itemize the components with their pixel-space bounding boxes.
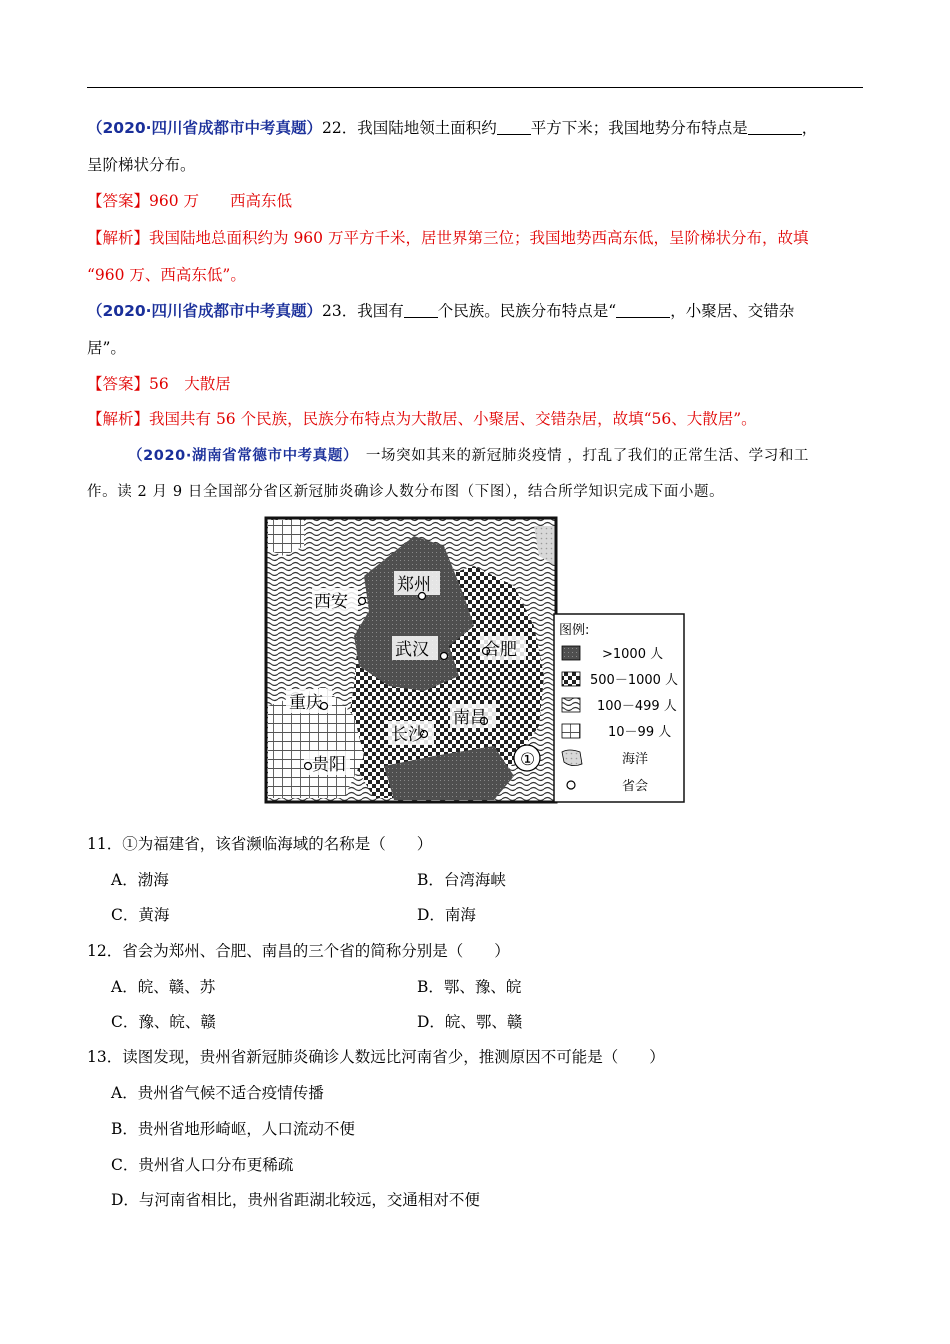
legend-label-5: 海洋 xyxy=(622,752,649,767)
city-label-changsha: 长沙 xyxy=(391,725,425,745)
q11-option-c[interactable]: C．黄海 xyxy=(111,906,170,924)
city-label-zhengzhou: 郑州 xyxy=(397,575,431,595)
q22-answer xyxy=(87,191,292,211)
q13-stem: 13．读图发现，贵州省新冠肺炎确诊人数远比河南省少，推测原因不可能是（ ） xyxy=(87,1048,665,1066)
q23-answer xyxy=(87,374,231,394)
legend-swatch-grid xyxy=(562,724,580,738)
q12-row-1 xyxy=(111,977,811,997)
q22-answer-text: 960 万 西高东低 xyxy=(149,192,293,210)
q22-line-2: 呈阶梯状分布。 xyxy=(87,156,196,174)
q23-text-b: 个民族。民族分布特点是“ xyxy=(437,302,617,320)
q22-blank-2[interactable] xyxy=(748,118,802,135)
q22-explain-label: 【解析】 xyxy=(87,229,150,247)
q22-text-a: 22．我国陆地领土面积约 xyxy=(322,119,497,137)
capital-guiyang xyxy=(305,763,312,770)
q13-option-a[interactable]: A．贵州省气候不适合疫情传播 xyxy=(111,1084,324,1102)
q23-answer-text: 56 大散居 xyxy=(149,375,231,393)
q23-blank-1[interactable] xyxy=(404,301,438,318)
q23-line-2: 居”。 xyxy=(87,339,126,357)
q23-explain-label: 【解析】 xyxy=(87,410,150,428)
q22-blank-1[interactable] xyxy=(497,118,531,135)
q23-source: （2020·四川省成都市中考真题） xyxy=(87,302,323,320)
q12-option-c[interactable]: C．豫、皖、赣 xyxy=(111,1013,216,1031)
q22-explain-2: “960 万、西高东低”。 xyxy=(87,266,246,284)
q22-answer-label: 【答案】 xyxy=(87,192,150,210)
passage-source: （2020·湖南省常德市中考真题） xyxy=(128,448,351,464)
q23-line-1 xyxy=(87,301,794,321)
q11-stem: 11．①为福建省，该省濒临海域的名称是（ ） xyxy=(87,835,433,853)
q22-explain-text: 我国陆地总面积约为 960 万平方千米，居世界第三位；我国地势西高东低，呈阶梯状分布，故填 xyxy=(149,229,809,247)
city-label-chongqing: 重庆 xyxy=(289,693,323,713)
q12-row-2 xyxy=(111,1012,811,1032)
capital-xian xyxy=(359,598,366,605)
legend-swatch-dark xyxy=(562,646,580,660)
q12-option-a[interactable]: A．皖、赣、苏 xyxy=(111,978,216,996)
legend-swatch-wave xyxy=(562,698,580,712)
header-rule xyxy=(87,87,863,88)
city-label-hefei: 合肥 xyxy=(483,640,517,660)
q11-option-b[interactable]: B．台湾海峡 xyxy=(417,871,506,889)
q23-answer-label: 【答案】 xyxy=(87,375,150,393)
q12-stem: 12．省会为郑州、合肥、南昌的三个省的简称分别是（ ） xyxy=(87,942,510,960)
city-label-nanchang: 南昌 xyxy=(453,708,487,728)
q11-row-1 xyxy=(111,870,811,890)
q22-explain-1 xyxy=(87,228,808,248)
q11-row-2 xyxy=(111,905,811,925)
legend-label-3: 100－499 人 xyxy=(597,699,677,714)
q23-explain-text: 我国共有 56 个民族，民族分布特点为大散居、小聚居、交错杂居，故填“56、大散居”。 xyxy=(149,410,757,428)
legend-swatch-capital xyxy=(567,781,575,789)
q22-text-c: ， xyxy=(801,119,818,137)
q22-line-1 xyxy=(87,118,817,138)
legend-label-4: 10－99 人 xyxy=(608,725,672,740)
fujian-label: ① xyxy=(520,750,536,770)
city-label-guiyang: 贵阳 xyxy=(312,755,346,775)
legend-label-1: >1000 人 xyxy=(602,647,664,662)
passage-line-1 xyxy=(128,446,809,466)
q13-option-c[interactable]: C．贵州省人口分布更稀疏 xyxy=(111,1156,294,1174)
q22-source: （2020·四川省成都市中考真题） xyxy=(87,119,323,137)
q23-text-c: ，小聚居、交错杂 xyxy=(670,302,795,320)
q12-option-d[interactable]: D．皖、鄂、赣 xyxy=(417,1013,523,1031)
q13-option-b[interactable]: B．贵州省地形崎岖，人口流动不便 xyxy=(111,1120,355,1138)
q12-option-b[interactable]: B．鄂、豫、皖 xyxy=(417,978,522,996)
q11-option-a[interactable]: A．渤海 xyxy=(111,871,169,889)
covid-distribution-map xyxy=(264,516,688,806)
passage-text-a: 一场突如其来的新冠肺炎疫情 ，打乱了我们的正常生活、学习和工 xyxy=(350,448,810,464)
q23-text-a: 23．我国有 xyxy=(322,302,404,320)
legend-label-6: 省会 xyxy=(622,779,649,794)
q13-option-d[interactable]: D．与河南省相比，贵州省距湖北较远，交通相对不便 xyxy=(111,1191,480,1209)
q23-blank-2[interactable] xyxy=(616,301,670,318)
city-label-wuhan: 武汉 xyxy=(395,640,429,660)
legend-swatch-checker xyxy=(562,672,580,686)
city-label-xian: 西安 xyxy=(314,592,348,612)
passage-line-2: 作。读 2 月 9 日全国部分省区新冠肺炎确诊人数分布图（下图），结合所学知识完成下面小题。 xyxy=(87,484,725,500)
q23-explain xyxy=(87,409,757,429)
legend-title: 图例: xyxy=(559,623,590,638)
capital-wuhan xyxy=(441,653,448,660)
q11-option-d[interactable]: D．南海 xyxy=(417,906,476,924)
legend-label-2: 500－1000 人 xyxy=(590,673,679,688)
q22-text-b: 平方下米；我国地势分布特点是 xyxy=(530,119,748,137)
